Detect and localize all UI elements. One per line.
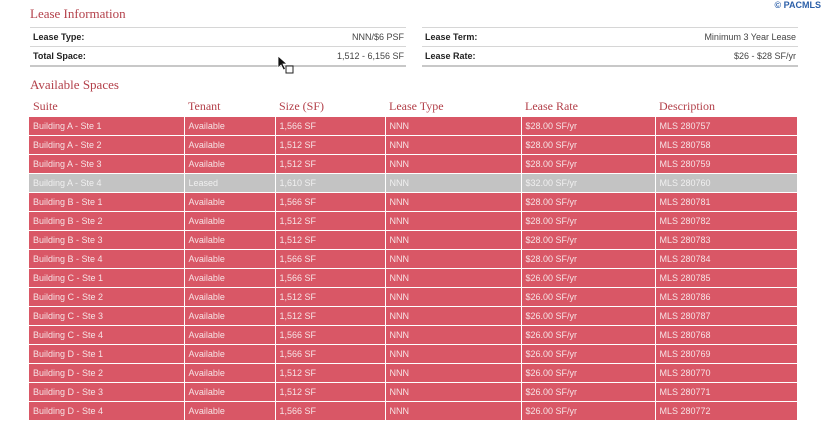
cell-lease-rate: $28.00 SF/yr (521, 212, 655, 231)
cell-lease-rate: $28.00 SF/yr (521, 193, 655, 212)
cell-size: 1,566 SF (275, 345, 385, 364)
cell-description: MLS 280758 (655, 136, 797, 155)
cell-tenant: Available (184, 212, 275, 231)
cell-size: 1,512 SF (275, 288, 385, 307)
table-row[interactable] (29, 326, 797, 345)
lease-type-value: NNN/$6 PSF (351, 32, 404, 42)
cell-size: 1,566 SF (275, 193, 385, 212)
cell-suite: Building B - Ste 4 (29, 250, 184, 269)
lease-type-row (30, 28, 406, 47)
cell-tenant: Available (184, 155, 275, 174)
cell-description: MLS 280769 (655, 345, 797, 364)
cell-lease-type: NNN (385, 212, 521, 231)
table-row[interactable] (29, 402, 797, 421)
cell-tenant: Available (184, 117, 275, 136)
cell-suite: Building B - Ste 1 (29, 193, 184, 212)
header-lease-type: Lease Type (389, 98, 444, 113)
cell-tenant: Available (184, 136, 275, 155)
lease-term-label: Lease Term: (425, 32, 478, 42)
cell-size: 1,512 SF (275, 307, 385, 326)
lease-rate-row (422, 47, 798, 67)
cell-tenant: Available (184, 307, 275, 326)
cell-lease-rate: $26.00 SF/yr (521, 326, 655, 345)
cell-lease-rate: $26.00 SF/yr (521, 345, 655, 364)
cell-suite: Building A - Ste 4 (29, 174, 184, 193)
cell-tenant: Available (184, 345, 275, 364)
cell-tenant: Available (184, 288, 275, 307)
lease-rate-value: $26 - $28 SF/yr (733, 51, 796, 61)
cell-lease-rate: $28.00 SF/yr (521, 136, 655, 155)
cell-size: 1,512 SF (275, 231, 385, 250)
cell-suite: Building C - Ste 1 (29, 269, 184, 288)
total-space-value: 1,512 - 6,156 SF (336, 51, 404, 61)
cell-lease-rate: $26.00 SF/yr (521, 307, 655, 326)
cell-description: MLS 280768 (655, 326, 797, 345)
cell-lease-type: NNN (385, 402, 521, 421)
cell-lease-type: NNN (385, 250, 521, 269)
cell-tenant: Available (184, 269, 275, 288)
table-row[interactable] (29, 174, 797, 193)
table-row[interactable] (29, 231, 797, 250)
cell-lease-rate: $26.00 SF/yr (521, 383, 655, 402)
cell-lease-type: NNN (385, 136, 521, 155)
cell-size: 1,512 SF (275, 212, 385, 231)
cell-description: MLS 280771 (655, 383, 797, 402)
cell-lease-type: NNN (385, 193, 521, 212)
cell-lease-rate: $28.00 SF/yr (521, 250, 655, 269)
cell-lease-rate: $26.00 SF/yr (521, 402, 655, 421)
cell-size: 1,512 SF (275, 364, 385, 383)
lease-type-label: Lease Type: (33, 32, 85, 42)
cell-suite: Building D - Ste 2 (29, 364, 184, 383)
cell-suite: Building C - Ste 4 (29, 326, 184, 345)
cell-size: 1,610 SF (275, 174, 385, 193)
cell-suite: Building C - Ste 3 (29, 307, 184, 326)
table-row[interactable] (29, 250, 797, 269)
cell-lease-rate: $28.00 SF/yr (521, 117, 655, 136)
available-spaces-table (29, 96, 798, 421)
cell-suite: Building D - Ste 1 (29, 345, 184, 364)
cell-suite: Building D - Ste 3 (29, 383, 184, 402)
cell-description: MLS 280760 (655, 174, 797, 193)
table-row[interactable] (29, 383, 797, 402)
header-size: Size (SF) (279, 98, 324, 113)
cell-description: MLS 280786 (655, 288, 797, 307)
cell-lease-rate: $28.00 SF/yr (521, 231, 655, 250)
cell-description: MLS 280759 (655, 155, 797, 174)
cell-description: MLS 280783 (655, 231, 797, 250)
available-spaces-title: Available Spaces (30, 77, 119, 92)
header-description: Description (659, 98, 715, 113)
cell-description: MLS 280787 (655, 307, 797, 326)
lease-term-value: Minimum 3 Year Lease (704, 32, 796, 42)
cell-size: 1,566 SF (275, 250, 385, 269)
cell-tenant: Available (184, 250, 275, 269)
total-space-label: Total Space: (33, 51, 86, 61)
cell-suite: Building C - Ste 2 (29, 288, 184, 307)
cell-lease-type: NNN (385, 174, 521, 193)
cell-size: 1,566 SF (275, 117, 385, 136)
cell-tenant: Available (184, 326, 275, 345)
cell-lease-rate: $26.00 SF/yr (521, 269, 655, 288)
cell-tenant: Available (184, 383, 275, 402)
cell-lease-type: NNN (385, 288, 521, 307)
cell-lease-type: NNN (385, 307, 521, 326)
cell-description: MLS 280785 (655, 269, 797, 288)
total-space-row (30, 47, 406, 67)
cell-suite: Building D - Ste 4 (29, 402, 184, 421)
table-row[interactable] (29, 269, 797, 288)
header-tenant: Tenant (188, 98, 221, 113)
cell-lease-type: NNN (385, 364, 521, 383)
header-suite: Suite (33, 98, 58, 113)
table-row[interactable] (29, 364, 797, 383)
cell-lease-type: NNN (385, 155, 521, 174)
cell-tenant: Available (184, 402, 275, 421)
cell-suite: Building A - Ste 2 (29, 136, 184, 155)
lease-term-row (422, 28, 798, 47)
cell-lease-type: NNN (385, 117, 521, 136)
cell-suite: Building A - Ste 1 (29, 117, 184, 136)
table-row[interactable] (29, 193, 797, 212)
cell-tenant: Available (184, 231, 275, 250)
cell-suite: Building B - Ste 3 (29, 231, 184, 250)
cell-lease-rate: $32.00 SF/yr (521, 174, 655, 193)
cell-description: MLS 280782 (655, 212, 797, 231)
cell-description: MLS 280772 (655, 402, 797, 421)
cell-suite: Building A - Ste 3 (29, 155, 184, 174)
cell-lease-rate: $26.00 SF/yr (521, 364, 655, 383)
cell-size: 1,566 SF (275, 402, 385, 421)
cell-size: 1,566 SF (275, 326, 385, 345)
mouse-cursor-icon (277, 55, 295, 75)
lease-rate-label: Lease Rate: (425, 51, 476, 61)
lease-info-left-table (30, 27, 406, 67)
table-row[interactable] (29, 117, 797, 136)
cell-lease-type: NNN (385, 383, 521, 402)
cell-lease-rate: $28.00 SF/yr (521, 155, 655, 174)
cell-size: 1,566 SF (275, 269, 385, 288)
cell-size: 1,512 SF (275, 155, 385, 174)
cell-tenant: Leased (184, 174, 275, 193)
table-row[interactable] (29, 155, 797, 174)
table-row[interactable] (29, 307, 797, 326)
cell-tenant: Available (184, 193, 275, 212)
cell-description: MLS 280770 (655, 364, 797, 383)
table-header-row (29, 96, 797, 117)
cell-tenant: Available (184, 364, 275, 383)
header-lease-rate: Lease Rate (525, 98, 578, 113)
cell-lease-type: NNN (385, 326, 521, 345)
lease-information-title: Lease Information (30, 6, 126, 21)
cell-description: MLS 280781 (655, 193, 797, 212)
cell-lease-rate: $26.00 SF/yr (521, 288, 655, 307)
table-row[interactable] (29, 136, 797, 155)
cell-size: 1,512 SF (275, 136, 385, 155)
table-row[interactable] (29, 288, 797, 307)
table-row[interactable] (29, 345, 797, 364)
cell-lease-type: NNN (385, 269, 521, 288)
cell-suite: Building B - Ste 2 (29, 212, 184, 231)
spaces-table-body (29, 117, 797, 421)
cell-size: 1,512 SF (275, 383, 385, 402)
cell-lease-type: NNN (385, 231, 521, 250)
table-row[interactable] (29, 212, 797, 231)
copyright-notice: © PACMLS (774, 0, 821, 10)
cell-description: MLS 280757 (655, 117, 797, 136)
cell-description: MLS 280784 (655, 250, 797, 269)
cell-lease-type: NNN (385, 345, 521, 364)
lease-info-right-table (422, 27, 798, 67)
